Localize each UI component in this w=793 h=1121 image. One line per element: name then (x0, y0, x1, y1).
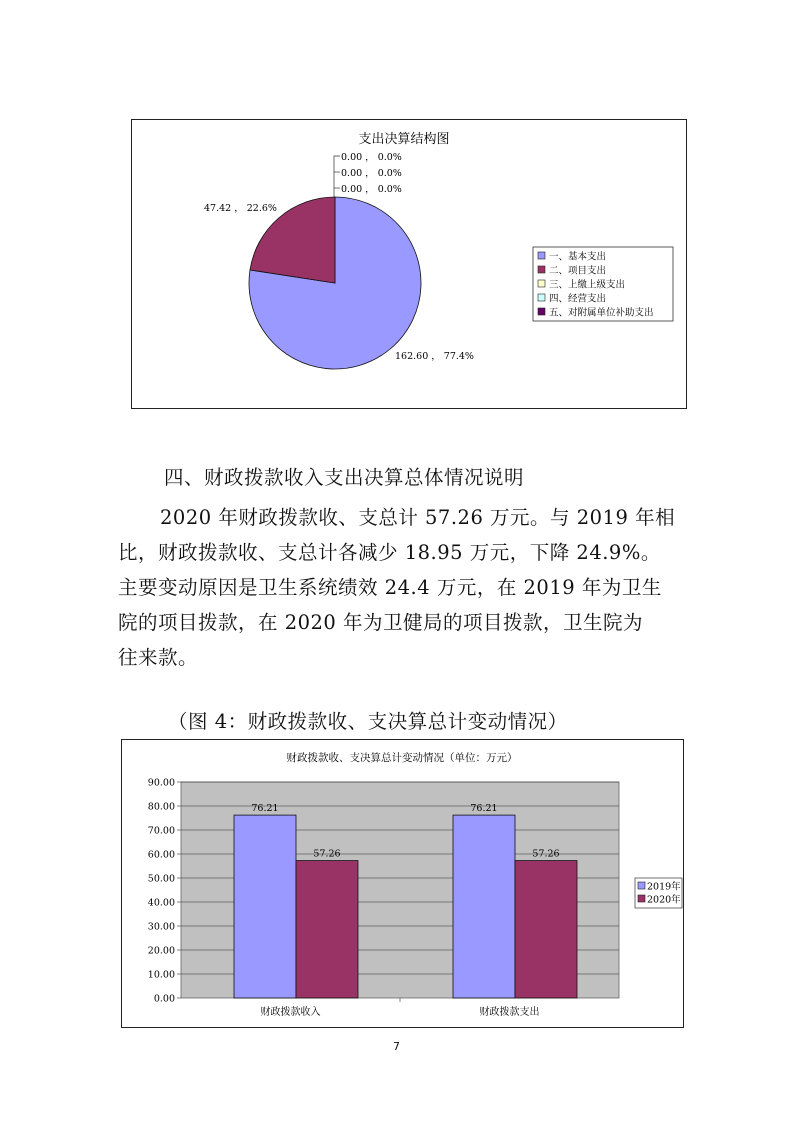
pie-legend-label-3: 三、上缴上级支出 (549, 279, 626, 291)
bar-2020-1 (296, 861, 358, 998)
pie-legend-swatch-3 (538, 280, 545, 287)
paragraph-line-3: 主要变动原因是卫生系统绩效 24.4 万元，在 2019 年为卫生 (118, 576, 662, 599)
bar-2019-2 (453, 815, 515, 998)
pie-legend-label-1: 一、基本支出 (549, 251, 607, 263)
bar-legend-swatch-1 (638, 882, 645, 889)
bar-2020-2 (515, 861, 577, 998)
bar-ytick-label: 80.00 (147, 801, 175, 813)
pie-data-label-3: 0.00 ， 0.0% (341, 152, 402, 163)
pie-legend-swatch-5 (538, 308, 545, 315)
figure-caption: （图 4：财政拨款收、支决算总计变动情况） (168, 710, 568, 733)
page-number: 7 (393, 1040, 400, 1053)
pie-data-label-2: 47.42 ， 22.6% (204, 203, 277, 214)
paragraph-line-5: 往来款。 (118, 646, 199, 669)
bar-chart-title: 财政拨款收、支决算总计变动情况（单位：万元） (286, 752, 518, 764)
pie-legend-label-4: 四、经营支出 (549, 293, 607, 305)
pie-legend-label-2: 二、项目支出 (549, 265, 607, 277)
paragraph-line-4: 院的项目拨款，在 2020 年为卫健局的项目拨款，卫生院为 (118, 611, 644, 634)
pie-legend-swatch-1 (538, 252, 545, 259)
bar-value-label: 57.26 (532, 848, 560, 860)
bar-value-label: 76.21 (251, 803, 279, 815)
paragraph-line-1: 2020 年财政拨款收、支总计 57.26 万元。与 2019 年相 (160, 506, 676, 529)
bar-ytick-label: 70.00 (147, 825, 175, 837)
bar-legend-label-2: 2020年 (647, 894, 681, 906)
bar-2019-1 (234, 815, 296, 998)
pie-data-label-4: 0.00 ， 0.0% (341, 168, 402, 179)
bar-ytick-label: 10.00 (147, 969, 175, 981)
pie-chart-canvas (132, 120, 686, 408)
bar-ytick-label: 40.00 (147, 897, 175, 909)
bar-ytick-label: 0.00 (153, 993, 175, 1005)
pie-chart-title: 支出决算结构图 (358, 132, 450, 147)
bar-category-label-1: 财政拨款收入 (260, 1007, 321, 1018)
pie-legend-swatch-4 (538, 294, 545, 301)
bar-ytick-label: 20.00 (147, 945, 175, 957)
pie-leader-line (334, 156, 340, 197)
section-heading: 四、财政拨款收入支出决算总体情况说明 (164, 466, 525, 489)
bar-value-label: 57.26 (313, 848, 341, 860)
pie-legend-swatch-2 (538, 266, 545, 273)
bar-legend-swatch-2 (638, 895, 645, 902)
bar-ytick-label: 30.00 (147, 921, 175, 933)
bar-ytick-label: 50.00 (147, 873, 175, 885)
bar-chart-canvas (122, 740, 683, 1027)
pie-data-label-5: 0.00 ， 0.0% (341, 184, 402, 195)
bar-legend-label-1: 2019年 (647, 881, 681, 893)
bar-value-label: 76.21 (470, 803, 498, 815)
bar-ytick-label: 90.00 (147, 777, 175, 789)
bar-category-label-2: 财政拨款支出 (479, 1007, 540, 1018)
paragraph-line-2: 比，财政拨款收、支总计各减少 18.95 万元，下降 24.9%。 (118, 541, 661, 564)
bar-ytick-label: 60.00 (147, 849, 175, 861)
pie-legend-label-5: 五、对附属单位补助支出 (549, 307, 654, 319)
fiscal-appropriation-bar-chart (121, 739, 684, 1028)
expenditure-structure-pie-chart (131, 119, 687, 409)
pie-data-label-1: 162.60 ， 77.4% (395, 351, 474, 362)
